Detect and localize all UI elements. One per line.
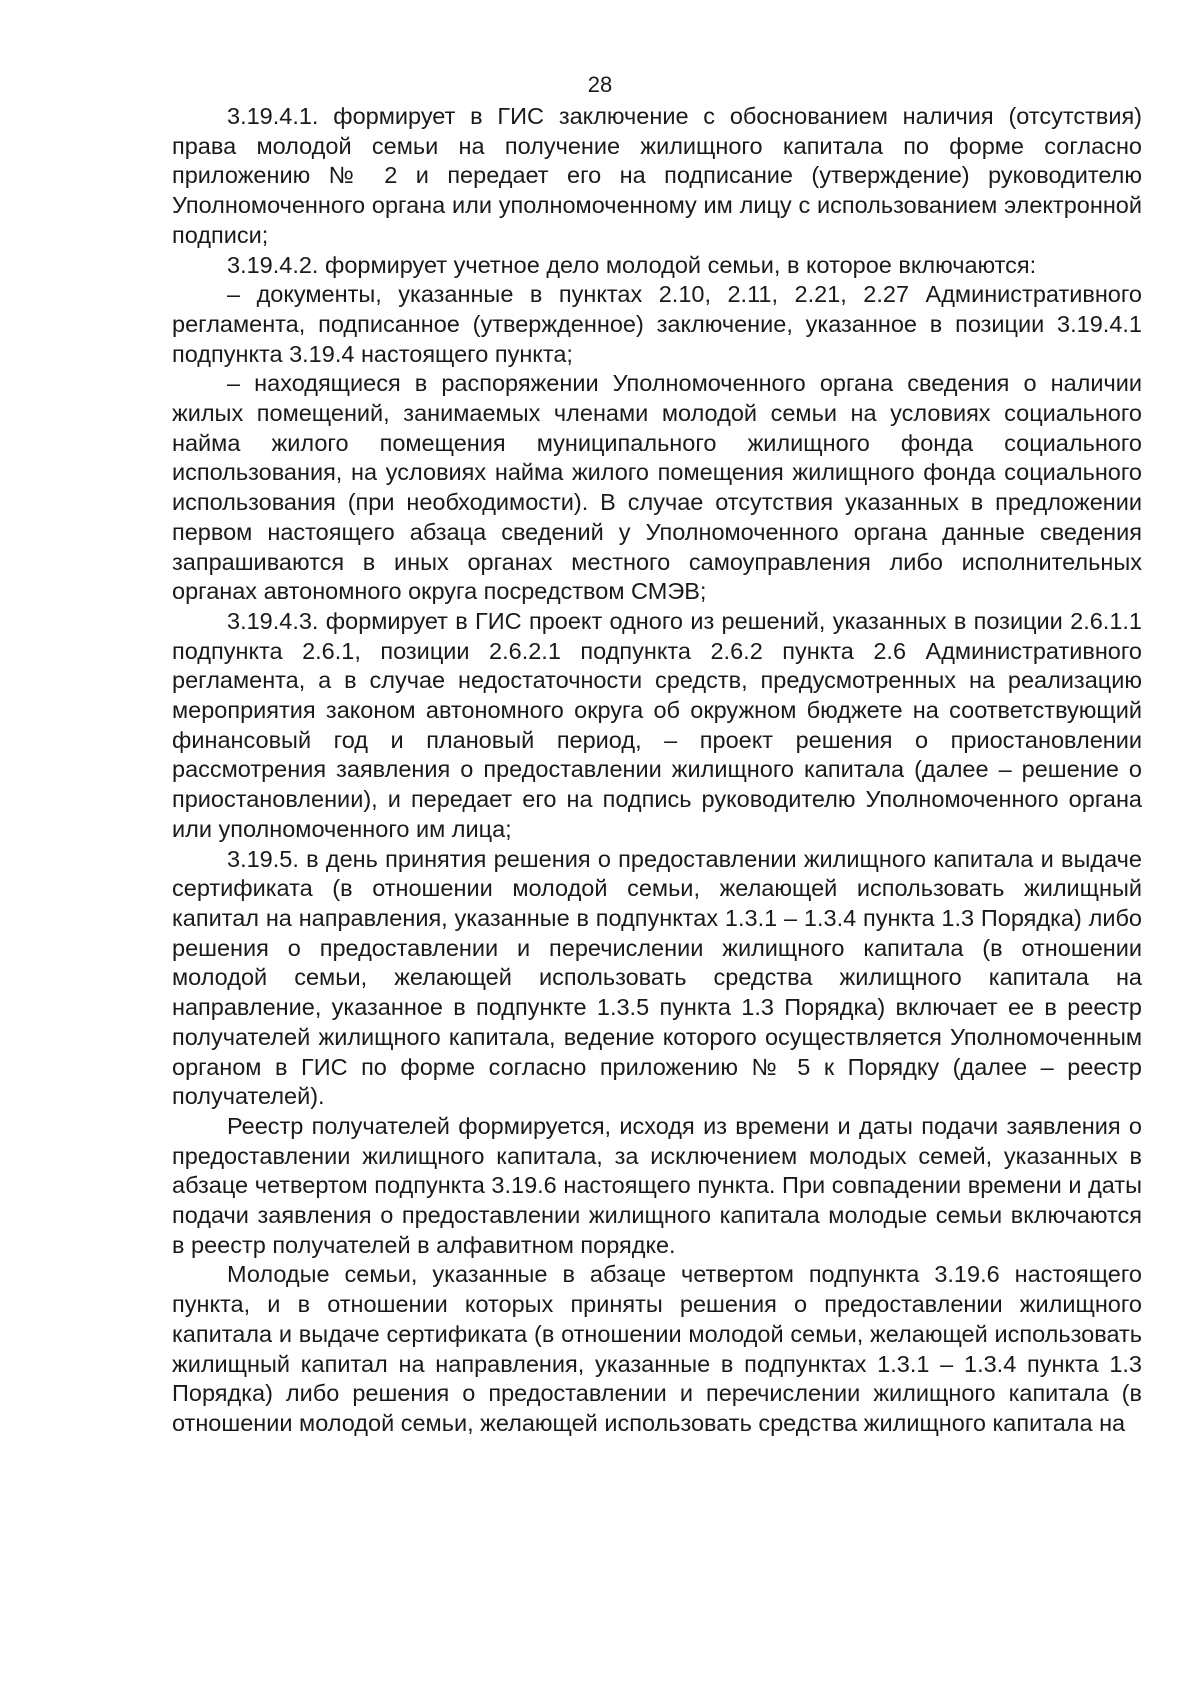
paragraph-3-19-5: 3.19.5. в день принятия решения о предоставлении жилищного капитала и выдаче сертификата (в отношении молодой семьи, желающей использовать жилищный капитал на направления, указанные в подпунктах 1.3.1 – 1.3.4 пункта 1.3 Порядка) либо решения о предоставлении и перечислении жилищного капитала (в отношении молодой семьи, желающей использовать средства жилищного капитала на направление, указанное в подпункте 1.3.5 пункта 1.3 Порядка) включает ее в реестр получателей жилищного капитала, ведение которого осуществляется Уполномоченным органом в ГИС по форме согласно приложению № 5 к Порядку (далее – реестр получателей).: [172, 845, 1142, 1110]
paragraph-documents-list-item: – документы, указанные в пунктах 2.10, 2.11, 2.21, 2.27 Административного регламента, подписанное (утвержденное) заключение, указанное в позиции 3.19.4.1 подпункта 3.19.4 настоящего пункта;: [172, 281, 1142, 367]
document-body: [172, 102, 1142, 1439]
paragraph-3-19-4-1: 3.19.4.1. формирует в ГИС заключение с обоснованием наличия (отсутствия) права молодой семьи на получение жилищного капитала по форме согласно приложению № 2 и передает его на подписание (утверждение) руководителю Уполномоченного органа или уполномоченному им лицу с использованием электронной подписи;: [172, 103, 1142, 248]
paragraph-registry-formation: Реестр получателей формируется, исходя из времени и даты подачи заявления о предоставлении жилищного капитала, за исключением молодых семей, указанных в абзаце четвертом подпункта 3.19.6 настоящего пункта. При совпадении времени и даты подачи заявления о предоставлении жилищного капитала молодые семьи включаются в реестр получателей в алфавитном порядке.: [172, 1112, 1142, 1258]
page-number: 28: [587, 72, 613, 97]
paragraph-3-19-4-2: 3.19.4.2. формирует учетное дело молодой семьи, в которое включаются:: [227, 251, 1037, 278]
paragraph-housing-info-list-item: – находящиеся в распоряжении Уполномоченного органа сведения о наличии жилых помещений, занимаемых членами молодой семьи на условиях социального найма жилого помещения муниципального жилищного фонда социального использования, на условиях найма жилого помещения жилищного фонда социального использования (при необходимости). В случае отсутствия указанных в предложении первом настоящего абзаца сведений у Уполномоченного органа данные сведения запрашиваются в иных органах местного самоуправления либо исполнительных органах автономного округа посредством СМЭВ;: [172, 370, 1142, 605]
paragraph-3-19-4-3: 3.19.4.3. формирует в ГИС проект одного из решений, указанных в позиции 2.6.1.1 подпункта 2.6.1, позиции 2.6.2.1 подпункта 2.6.2 пункта 2.6 Административного регламента, а в случае недостаточности средств, предусмотренных на реализацию мероприятия законом автономного округа об окружном бюджете на соответствующий финансовый год и плановый период, – проект решения о приостановлении рассмотрения заявления о предоставлении жилищного капитала (далее – решение о приостановлении), и передает его на подпись руководителю Уполномоченного органа или уполномоченного им лица;: [172, 607, 1142, 842]
paragraph-young-families: Молодые семьи, указанные в абзаце четвертом подпункта 3.19.6 настоящего пункта, и в отношении которых приняты решения о предоставлении жилищного капитала и выдаче сертификата (в отношении молодой семьи, желающей использовать жилищный капитал на направления, указанные в подпунктах 1.3.1 – 1.3.4 пункта 1.3 Порядка) либо решения о предоставлении и перечислении жилищного капитала (в отношении молодой семьи, желающей использовать средства жилищного капитала на: [172, 1261, 1142, 1436]
